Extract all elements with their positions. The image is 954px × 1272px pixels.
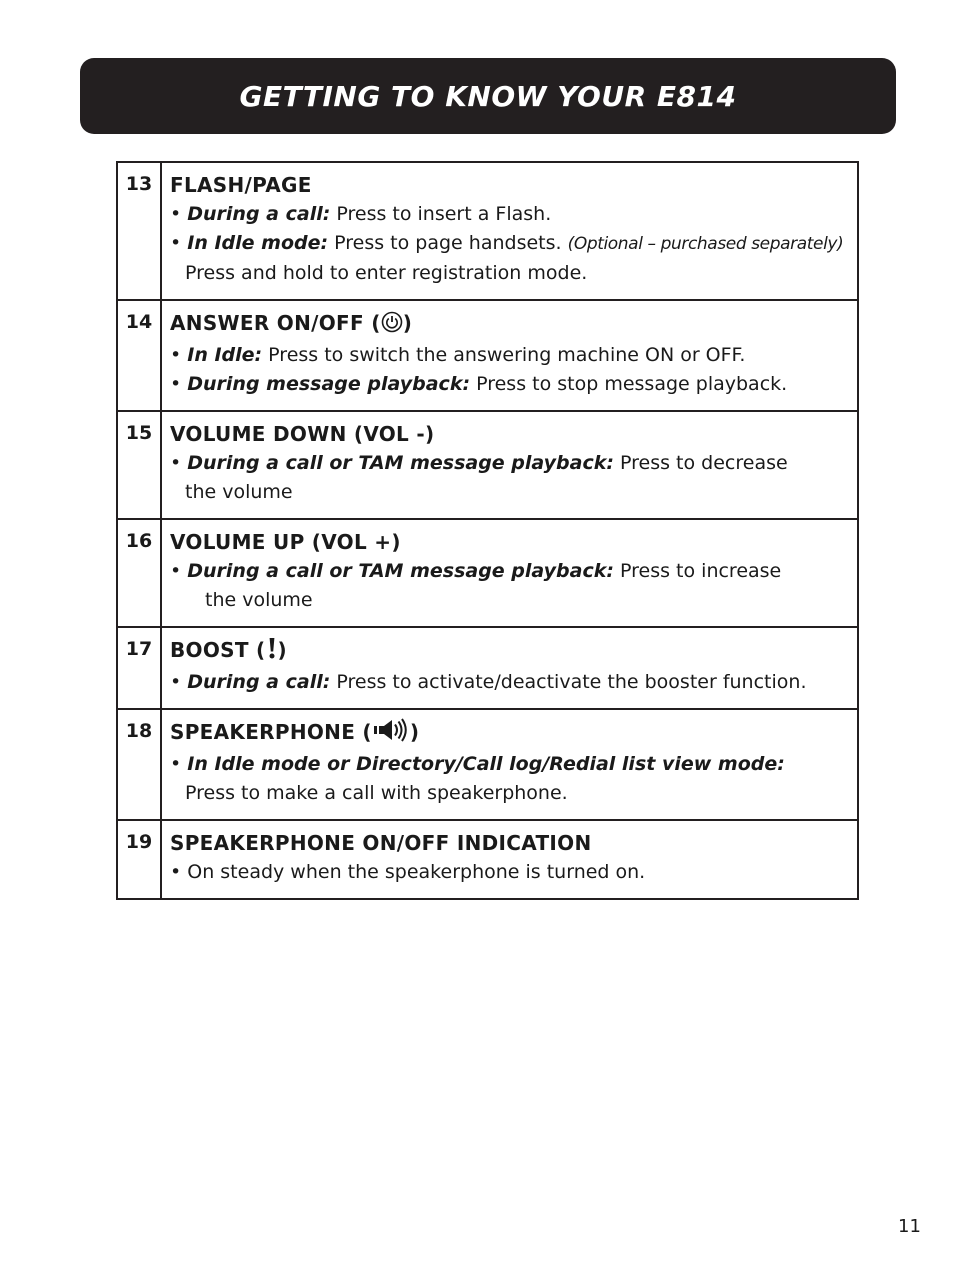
feature-heading-text: ANSWER ON/OFF (	[170, 311, 381, 335]
row-number: 15	[118, 412, 162, 518]
optional-note: (Optional – purchased separately)	[567, 234, 844, 254]
bullet-item: • In Idle mode: Press to page handsets. (Optional – purchased separately)	[170, 232, 844, 254]
feature-heading	[170, 636, 849, 668]
bullet-item: • In Idle mode or Directory/Call log/Redial list view mode:	[170, 753, 785, 775]
bullet-item: • During a call: Press to insert a Flash.	[170, 203, 552, 225]
row-content	[162, 163, 857, 299]
bullet-item: • During a call or TAM message playback: Press to decrease	[170, 452, 788, 474]
feature-heading	[170, 718, 849, 750]
bullet-label: In Idle:	[187, 344, 263, 366]
feature-heading: VOLUME UP (VOL +)	[170, 530, 401, 554]
row-number: 19	[118, 821, 162, 898]
bullet-text: Press to insert a Flash.	[330, 203, 552, 225]
bullet-label: During a call or TAM message playback:	[187, 560, 614, 582]
row-number: 13	[118, 163, 162, 299]
page-header-banner	[80, 58, 896, 134]
bullet-text: Press to page handsets.	[328, 232, 562, 254]
table-row	[118, 299, 857, 410]
row-content	[162, 301, 857, 410]
bullet-label: During message playback:	[187, 373, 471, 395]
boost-icon	[266, 636, 278, 668]
feature-heading: SPEAKERPHONE ON/OFF INDICATION	[170, 831, 592, 855]
power-icon	[381, 311, 403, 341]
page-number: 11	[898, 1216, 921, 1237]
row-content	[162, 412, 857, 518]
row-number: 14	[118, 301, 162, 410]
bullet-label: During a call:	[187, 671, 331, 693]
bullet-text: Press to activate/deactivate the booster function.	[330, 671, 807, 693]
feature-heading-suffix: )	[402, 311, 413, 335]
table-row	[118, 708, 857, 819]
row-number: 16	[118, 520, 162, 626]
bullet-text: On steady when the speakerphone is turned on.	[187, 861, 646, 883]
bullet-text: Press to increase	[613, 560, 782, 582]
bullet-label: In Idle mode:	[187, 232, 329, 254]
table-row	[118, 626, 857, 708]
bullet-item: • During a call: Press to activate/deactivate the booster function.	[170, 671, 807, 693]
bullet-item: • On steady when the speakerphone is turned on.	[170, 861, 646, 883]
bullet-item: • During message playback: Press to stop message playback.	[170, 373, 788, 395]
bullet-item: • In Idle: Press to switch the answering machine ON or OFF.	[170, 344, 746, 366]
feature-heading-text: SPEAKERPHONE (	[170, 720, 372, 744]
bullet-continuation: the volume	[185, 481, 293, 503]
bullet-label: During a call or TAM message playback:	[187, 452, 614, 474]
row-content	[162, 710, 857, 819]
table-row	[118, 518, 857, 626]
bullet-continuation: the volume	[205, 589, 313, 611]
row-number: 17	[118, 628, 162, 708]
bullet-text: Press to switch the answering machine ON or OFF.	[262, 344, 746, 366]
feature-heading	[170, 309, 849, 341]
bullet-text: Press to decrease	[613, 452, 788, 474]
bullet-continuation: Press and hold to enter registration mode.	[185, 262, 588, 284]
feature-heading-text: BOOST (	[170, 638, 266, 662]
bullet-item: • During a call or TAM message playback: Press to increase	[170, 560, 782, 582]
speaker-icon	[372, 718, 410, 750]
table-row	[118, 163, 857, 299]
row-content	[162, 520, 857, 626]
feature-heading: FLASH/PAGE	[170, 173, 312, 197]
feature-heading-suffix: )	[409, 720, 420, 744]
feature-table	[116, 161, 859, 900]
table-row	[118, 410, 857, 518]
row-number: 18	[118, 710, 162, 819]
bullet-label: During a call:	[187, 203, 331, 225]
bullet-label: In Idle mode or Directory/Call log/Redial list view mode:	[187, 753, 785, 775]
feature-heading-suffix: )	[277, 638, 287, 662]
bullet-continuation: Press to make a call with speakerphone.	[185, 782, 568, 804]
page-title: GETTING TO KNOW YOUR E814	[239, 79, 737, 113]
bullet-text: Press to stop message playback.	[470, 373, 788, 395]
row-content	[162, 821, 857, 898]
row-content	[162, 628, 857, 708]
feature-heading: VOLUME DOWN (VOL -)	[170, 422, 435, 446]
table-row	[118, 819, 857, 898]
